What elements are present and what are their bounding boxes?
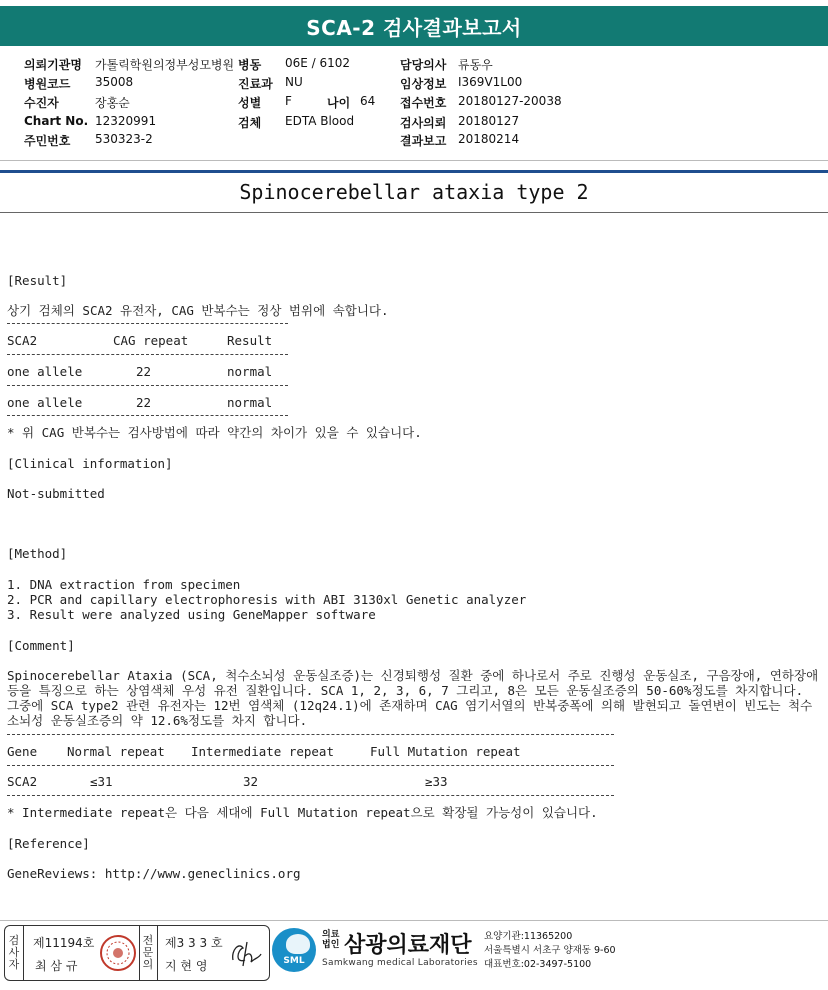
info-value: 64 (360, 94, 376, 108)
inspector-name: 최 삼 규 (35, 959, 78, 973)
label-char: 검 (8, 934, 20, 947)
result-cell: one allele (7, 364, 83, 379)
result-heading: [Result] (7, 273, 68, 288)
result-cell: 22 (136, 364, 152, 379)
info-value: 06E / 6102 (285, 56, 351, 70)
signature-box (4, 925, 270, 981)
result-table-header: SCA2 (7, 333, 38, 348)
divider (0, 160, 828, 161)
info-value: 류동우 (458, 58, 493, 72)
contact-line: 서울특별시 서초구 양재동 9-60 (484, 945, 616, 956)
info-label: 진료과 (238, 77, 273, 91)
contact-info (484, 930, 616, 972)
comment-note: * Intermediate repeat은 다음 세대에 Full Mutation repeat으로 확장될 가능성이 있습니다. (7, 805, 598, 820)
result-cell: normal (227, 395, 273, 410)
report-header (0, 6, 828, 46)
method-item: 1. DNA extraction from specimen (7, 577, 241, 592)
result-cell: normal (227, 364, 273, 379)
sml-logo-icon (272, 928, 316, 972)
contact-line: 요양기관:11365200 (484, 931, 573, 942)
info-label: 담당의사 (400, 58, 447, 72)
foundation-english: Samkwang medical Laboratories (322, 958, 478, 968)
info-label: 병원코드 (24, 77, 71, 91)
gene-table-header: Intermediate repeat (191, 744, 334, 759)
gene-table-header: Normal repeat (67, 744, 165, 759)
gene-table-cell: SCA2 (7, 774, 38, 789)
result-note: * 위 CAG 반복수는 검사방법에 따라 약간의 차이가 있을 수 있습니다. (7, 425, 422, 440)
info-value: I369V1L00 (458, 75, 523, 89)
seal-icon (99, 934, 137, 972)
clinical-heading: [Clinical information] (7, 456, 173, 471)
divider (0, 920, 828, 921)
info-value: 35008 (95, 75, 134, 89)
info-label: 의뢰기관명 (24, 58, 82, 72)
divider (7, 354, 288, 355)
info-value: 20180127-20038 (458, 94, 562, 108)
gene-table-cell: 32 (243, 774, 259, 789)
info-value: 20180127 (458, 114, 520, 128)
foundation-name: 삼광의료재단 (344, 933, 472, 958)
comment-heading: [Comment] (7, 638, 75, 653)
info-label: 접수번호 (400, 96, 447, 110)
result-cell: 22 (136, 395, 152, 410)
divider (7, 795, 614, 796)
inspector-license: 제11194호 (33, 936, 95, 950)
clinical-text: Not-submitted (7, 486, 105, 501)
info-value: NU (285, 75, 303, 89)
divider (0, 212, 828, 213)
result-cell: one allele (7, 395, 83, 410)
divider (7, 765, 614, 766)
result-text: 상기 검체의 SCA2 유전자, CAG 반복수는 정상 범위에 속합니다. (7, 303, 389, 318)
info-value: 장홍순 (95, 96, 130, 110)
info-value: 20180214 (458, 132, 520, 146)
label-char: 사 (8, 946, 20, 959)
logo-text: SML (283, 956, 305, 966)
comment-text: Spinocerebellar Ataxia (SCA, 척수소뇌성 운동실조증)는 신경퇴행성 질환 중에 하나로서 주로 진행성 운동실조, 구음장애, 연하장애 등을 특징으로 하는 상염색체 우성 유전 질환입니다. SCA 1, 2, 3, 6, 7 그리고, 8은 모든 운동실조증의 50-60%정도를 차지합니다. 그중에 SCA type2 관련 유전자는 12번 염색체 (12q24.1)에 존재하며 CAG 염기서열의 반복중폭에 의해 발현되고 돌연변이 빈도는 척수소뇌성 운동실조증의 약 12.6%정도를 차지 합니다. (7, 668, 819, 728)
reference-text: GeneReviews: http://www.geneclinics.org (7, 866, 301, 881)
info-label: Chart No. (24, 114, 89, 128)
info-value: 가톨릭학원의정부성모병원 (95, 58, 235, 72)
info-value: 530323-2 (95, 132, 153, 146)
document-title: Spinocerebellar ataxia type 2 (239, 180, 589, 204)
divider (7, 734, 614, 735)
signature-icon (227, 936, 263, 970)
gene-table-header: Gene (7, 744, 38, 759)
divider (7, 415, 288, 416)
label-char: 문 (142, 946, 154, 959)
gene-table-cell: ≤31 (90, 774, 113, 789)
info-label: 주민번호 (24, 134, 71, 148)
label-char: 자 (8, 958, 20, 971)
report-title: SCA-2 검사결과보고서 (306, 15, 522, 40)
info-label: 결과보고 (400, 134, 447, 148)
reference-heading: [Reference] (7, 836, 90, 851)
divider (7, 323, 288, 324)
result-table-header: CAG repeat (113, 333, 189, 348)
confirmer-license: 제3 3 3 호 (165, 936, 223, 950)
label-char: 의 (142, 958, 154, 971)
foundation-prefix: 의료법인 (322, 930, 340, 950)
gene-table-cell: ≥33 (425, 774, 448, 789)
info-label: 임상정보 (400, 77, 447, 91)
info-label: 수진자 (24, 96, 59, 110)
info-value: F (285, 94, 292, 108)
method-heading: [Method] (7, 546, 68, 561)
info-label: 나이 (327, 96, 351, 110)
divider (0, 170, 828, 173)
confirmer-label (139, 926, 158, 980)
contact-line: 대표번호:02-3497-5100 (484, 959, 592, 970)
method-item: 3. Result were analyzed using GeneMapper software (7, 607, 376, 622)
gene-table-header: Full Mutation repeat (370, 744, 521, 759)
info-value: EDTA Blood (285, 114, 355, 128)
info-label: 병동 (238, 58, 262, 72)
label-char: 전 (142, 934, 154, 947)
patient-info (0, 52, 828, 152)
confirmer-name: 지 현 영 (165, 959, 208, 973)
info-value: 12320991 (95, 114, 157, 128)
info-label: 성별 (238, 96, 262, 110)
inspector-label (5, 926, 24, 980)
info-label: 검사의뢰 (400, 116, 447, 130)
method-item: 2. PCR and capillary electrophoresis with ABI 3130xl Genetic analyzer (7, 592, 527, 607)
result-table-header: Result (227, 333, 273, 348)
divider (7, 385, 288, 386)
info-label: 검체 (238, 116, 262, 130)
